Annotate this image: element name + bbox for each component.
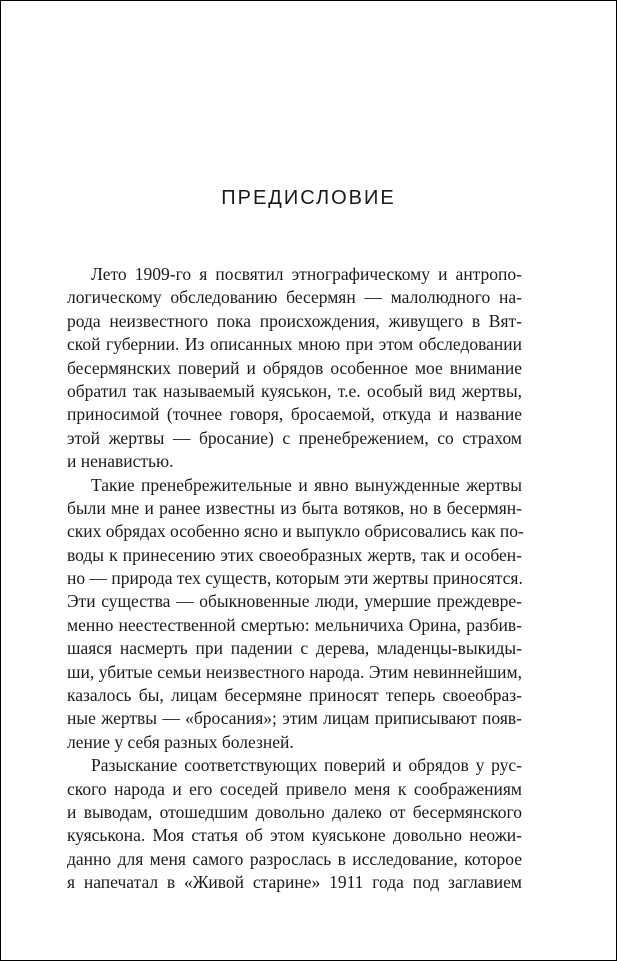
text-line: Эти существа — обыкновенные люди, умершие преждевре- (67, 591, 522, 612)
text-line: Разыскание соответствующих поверий и обрядов у рус- (91, 755, 522, 776)
text-line: и выводам, отошедшим довольно далеко от бесермянского (67, 801, 522, 822)
text-line: ши, убитые семьи неизвестного народа. Этим невиннейшим, (67, 661, 522, 682)
text-line: рода неизвестного пока происхождения, живущего в Вят- (67, 310, 522, 331)
text-line: шаяся насмерть при падении с дерева, младенцы-выкиды- (67, 638, 522, 659)
text-line: я напечатал в «Живой старине» 1911 года под заглавием (67, 872, 522, 893)
text-line: ление у себя разных болезней. (67, 731, 294, 752)
paragraph-3 (67, 754, 522, 894)
text-line: Лето 1909-го я посвятил этнографическому и антропо- (91, 264, 522, 284)
text-line: куяськона. Моя статья об этом куяськоне довольно неожи- (67, 825, 522, 846)
text-line: были мне и ранее известны из быта вотяков, но в бесермян- (67, 497, 522, 518)
text-line: воды к принесению этих своеобразных жертв, так и особен- (67, 544, 522, 565)
text-line: менно неестественной смертью: мельничиха Орина, разбив- (67, 614, 522, 635)
text-line: приносимой (точнее говоря, бросаемой, откуда и название (67, 404, 522, 425)
text-line: этой жертвы — бросание) с пренебрежением, со страхом (67, 427, 522, 448)
text-line: и ненавистью. (67, 451, 174, 472)
text-line: данно для меня самого разрослась в исследование, которое (67, 848, 522, 869)
text-line: ских обрядах особенно ясно и выпукло обрисовались как по- (67, 521, 524, 542)
text-line: ской губернии. Из описанных мною при этом обследовании (67, 334, 522, 355)
text-line: казалось бы, лицам бесермяне приносят теперь своеобраз- (67, 685, 522, 706)
page-title: ПРЕДИСЛОВИЕ (221, 187, 396, 209)
text-line: обратил так называемый куяськон, т.е. особый вид жертвы, (67, 380, 522, 401)
text-line: логическому обследованию бесермян — малолюдного на- (67, 287, 522, 308)
body-text (67, 263, 522, 895)
text-line: ского народа и его соседей привело меня к соображениям (67, 778, 522, 799)
paragraph-2 (67, 474, 522, 755)
text-line: бесермянских поверий и обрядов особенное мое внимание (67, 357, 522, 378)
paragraph-1 (67, 263, 522, 474)
text-line: но — природа тех существ, которым эти жертвы приносятся. (67, 568, 523, 589)
text-line: Такие пренебрежительные и явно вынужденные жертвы (91, 474, 522, 495)
text-line: ные жертвы — «бросания»; этим лицам приписывают появ- (67, 708, 522, 729)
